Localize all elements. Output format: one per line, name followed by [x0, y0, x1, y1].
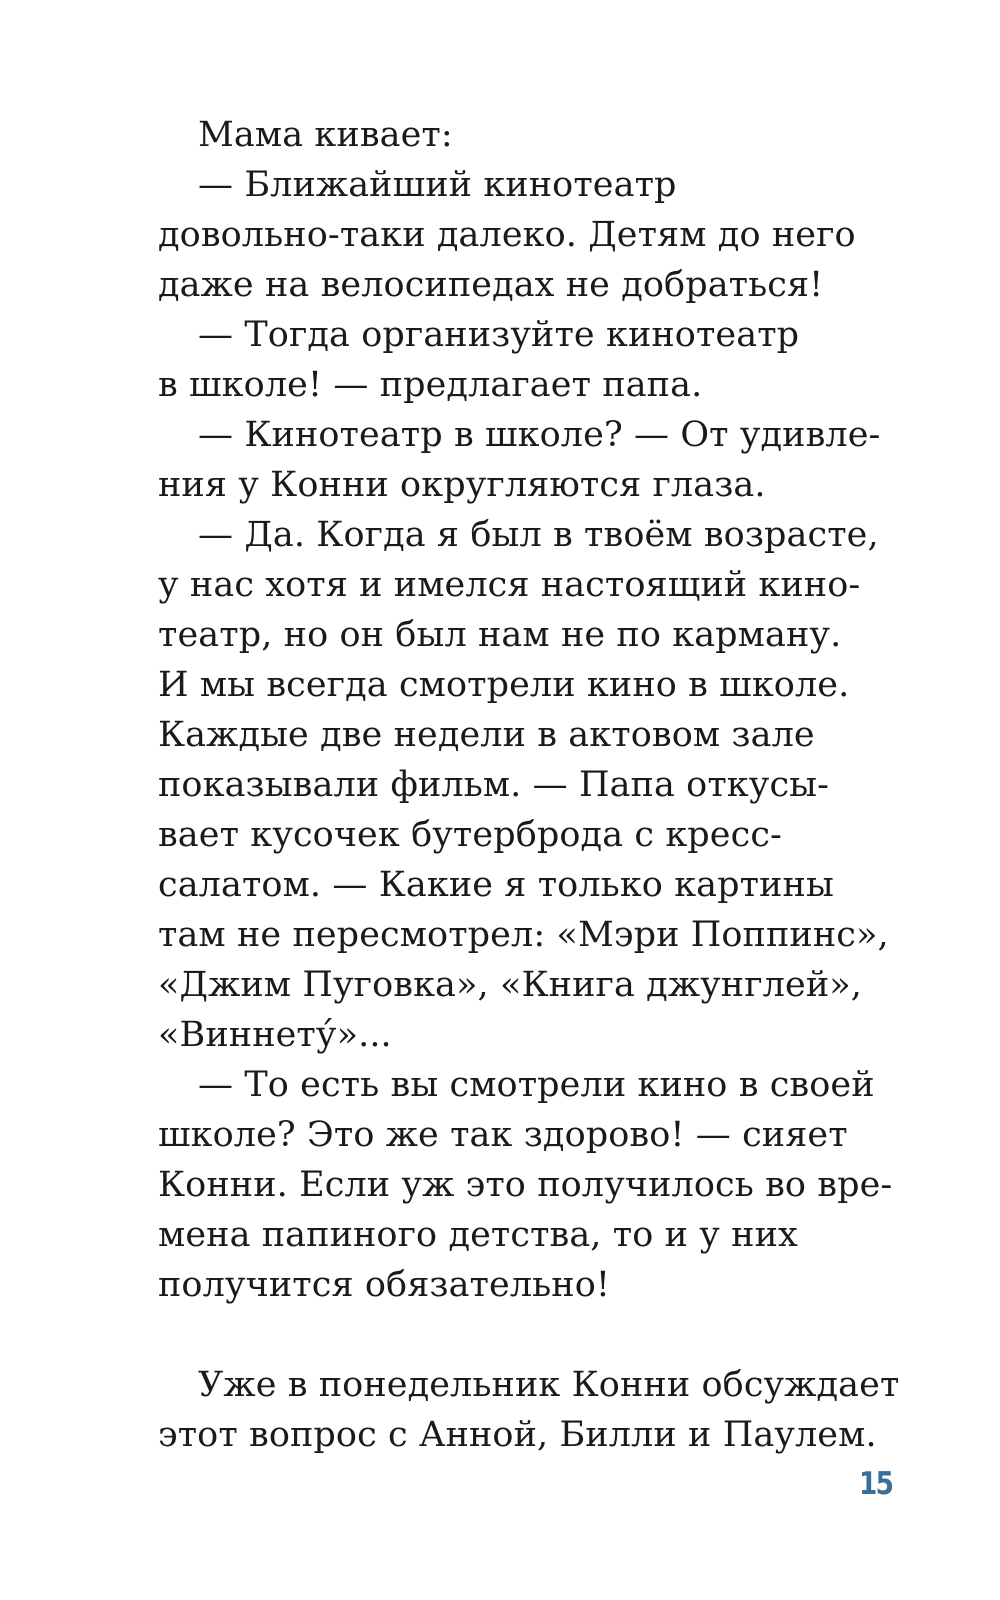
text-line: — Кинотеатр в школе? — От удивле-: [198, 415, 881, 455]
text-line: получится обязательно!: [158, 1265, 611, 1305]
text-line: в школе! — предлагает папа.: [158, 365, 703, 405]
text-line: школе? Это же так здорово! — сияет: [158, 1115, 848, 1155]
body-text: [158, 110, 900, 1460]
text-line: — То есть вы смотрели кино в своей: [198, 1065, 875, 1105]
text-line: — Да. Когда я был в твоём возрасте,: [198, 515, 879, 555]
text-line: вает кусочек бутерброда с кресс-: [158, 815, 782, 855]
text-line: у нас хотя и имелся настоящий кино-: [158, 565, 861, 605]
text-line: — Тогда организуйте кинотеатр: [198, 315, 800, 355]
text-line: этот вопрос с Анной, Билли и Паулем.: [158, 1415, 877, 1455]
paragraph-gap: [158, 1310, 858, 1360]
text-line: театр, но он был нам не по карману.: [158, 615, 842, 655]
text-line: даже на велосипедах не добраться!: [158, 265, 824, 305]
text-line: Уже в понедельник Конни обсуждает: [198, 1365, 900, 1405]
text-line: Мама кивает:: [198, 115, 453, 155]
text-line: И мы всегда смотрели кино в школе.: [158, 665, 850, 705]
text-line: показывали фильм. — Папа откусы-: [158, 765, 830, 805]
text-line: «Виннету́»...: [158, 1015, 392, 1055]
text-line: «Джим Пуговка», «Книга джунглей»,: [158, 965, 862, 1005]
text-line: Каждые две недели в актовом зале: [158, 715, 815, 755]
text-line: Конни. Если уж это получилось во вре-: [158, 1165, 893, 1205]
text-line: там не пересмотрел: «Мэри Поппинс»,: [158, 915, 889, 955]
text-line: — Ближайший кинотеатр: [198, 165, 677, 205]
text-line: мена папиного детства, то и у них: [158, 1215, 798, 1255]
page-number: 15: [859, 1466, 893, 1502]
text-line: ния у Конни округляются глаза.: [158, 465, 766, 505]
text-line: довольно-таки далеко. Детям до него: [158, 215, 856, 255]
text-line: салатом. — Какие я только картины: [158, 865, 834, 905]
